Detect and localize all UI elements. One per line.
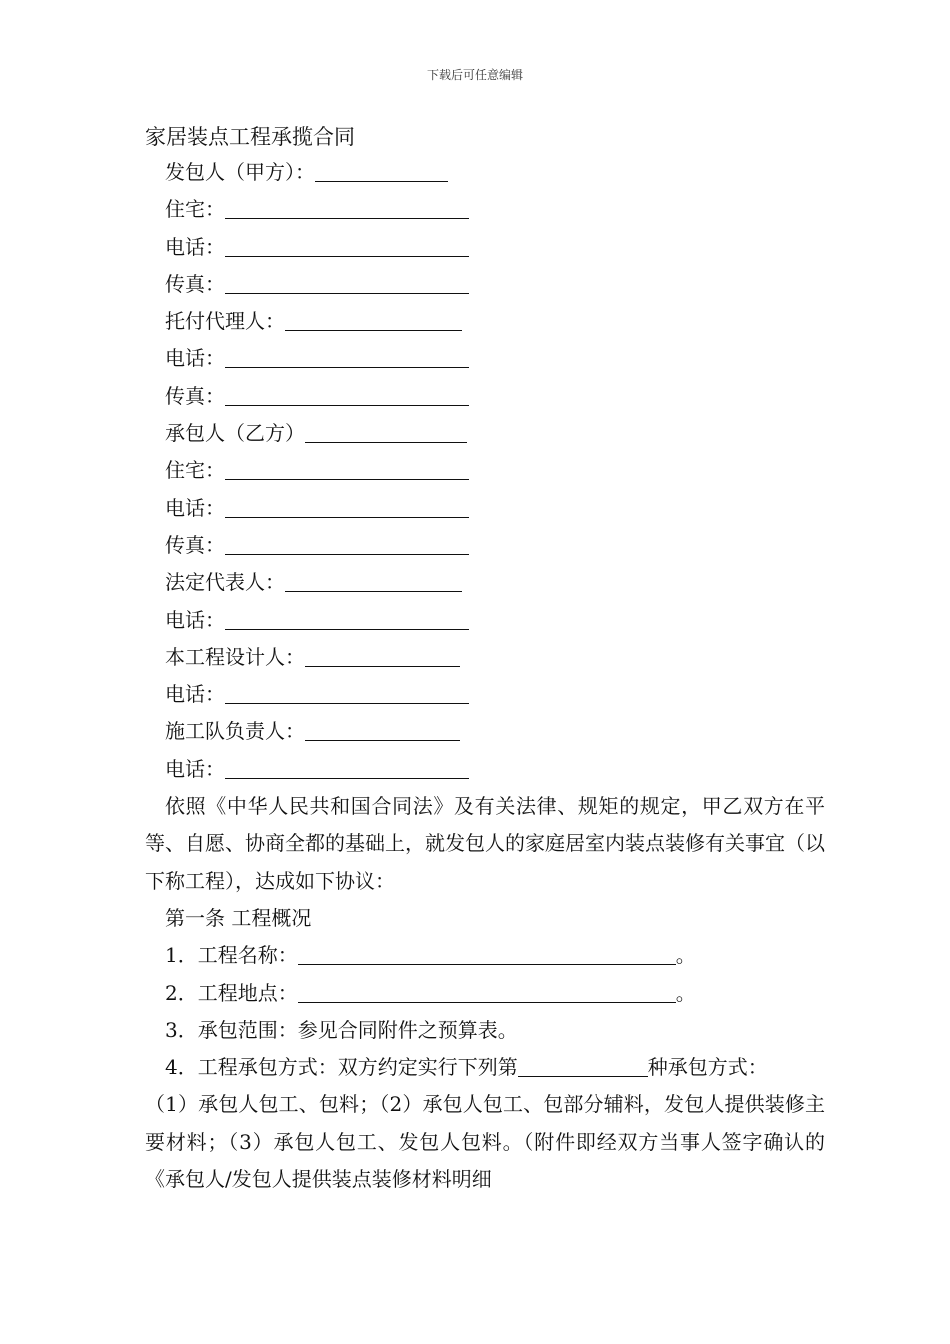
blank-line[interactable]	[285, 308, 462, 331]
field-party-a-address	[145, 191, 825, 228]
field-label: 本工程设计人：	[165, 644, 305, 669]
item-end: 。	[675, 980, 696, 1005]
field-label: 电话：	[165, 346, 225, 371]
field-party-a-fax	[145, 266, 825, 303]
options-paragraph: （1）承包人包工、包料；（2）承包人包工、包部分辅料，发包人提供装修主要材料；（3）承包人包工、发包人包料。（附件即经双方当事人签字确认的《承包人/发包人提供装点装修材料明细	[145, 1092, 825, 1192]
field-party-a-phone	[145, 229, 825, 266]
field-label: 传真：	[165, 271, 225, 296]
field-party-b-fax	[145, 527, 825, 564]
field-designer-phone	[145, 676, 825, 713]
blank-line[interactable]	[225, 234, 469, 257]
blank-line[interactable]	[305, 420, 467, 443]
article1-title: 第一条 工程概况	[165, 905, 312, 930]
blank-line[interactable]	[225, 532, 469, 555]
field-label: 发包人（甲方）：	[165, 160, 315, 184]
item-project-name	[145, 937, 825, 974]
field-legal-rep-phone	[145, 602, 825, 639]
blank-line[interactable]	[285, 569, 462, 592]
blank-line[interactable]	[225, 457, 469, 480]
field-label: 电话：	[165, 607, 225, 632]
blank-line[interactable]	[225, 607, 469, 630]
field-label: 传真：	[165, 532, 225, 557]
field-label: 电话：	[165, 495, 225, 520]
field-party-b-phone	[145, 490, 825, 527]
item-label: 2．工程地点：	[165, 980, 298, 1005]
blank-line[interactable]	[225, 271, 469, 294]
field-label: 传真：	[165, 383, 225, 408]
field-party-b	[145, 415, 825, 452]
item-contract-method	[145, 1049, 825, 1086]
field-team-leader	[145, 713, 825, 750]
field-label: 住宅：	[165, 458, 225, 483]
item-end: 。	[675, 943, 696, 968]
field-agent-phone	[145, 340, 825, 377]
blank-line[interactable]	[305, 718, 460, 741]
blank-line[interactable]	[298, 942, 676, 965]
blank-line[interactable]	[225, 756, 469, 779]
blank-line[interactable]	[518, 1054, 648, 1077]
field-label: 电话：	[165, 234, 225, 259]
field-label: 电话：	[165, 756, 225, 781]
item-suffix: 种承包方式：	[647, 1055, 768, 1080]
field-team-leader-phone	[145, 751, 825, 788]
field-label: 电话：	[165, 682, 225, 707]
contract-title: 家居装点工程承揽合同	[145, 125, 355, 149]
field-party-a	[145, 154, 825, 191]
blank-line[interactable]	[225, 681, 469, 704]
blank-line[interactable]	[225, 383, 469, 406]
item-scope: 3．承包范围：参见合同附件之预算表。	[165, 1017, 518, 1042]
field-agent-fax	[145, 378, 825, 415]
field-label: 承包人（乙方）	[165, 421, 305, 446]
blank-line[interactable]	[225, 196, 469, 219]
blank-line[interactable]	[225, 345, 469, 368]
blank-line[interactable]	[225, 495, 469, 518]
header-note: 下载后可任意编辑	[426, 68, 523, 82]
field-label: 法定代表人：	[165, 570, 285, 595]
blank-line[interactable]	[298, 980, 676, 1003]
field-designer	[145, 639, 825, 676]
field-party-b-address	[145, 452, 825, 489]
field-label: 托付代理人：	[165, 309, 285, 334]
contract-document	[145, 120, 825, 1198]
field-label: 住宅：	[165, 197, 225, 222]
item-project-location	[145, 975, 825, 1012]
intro-paragraph: 依照《中华人民共和国合同法》及有关法律、规矩的规定，甲乙双方在平等、自愿、协商全都的基础上，就发包人的家庭居室内装点装修有关事宜（以下称工程），达成如下协议：	[145, 794, 825, 893]
field-agent	[145, 303, 825, 340]
item-label: 1．工程名称：	[165, 943, 298, 968]
item-prefix: 4．工程承包方式：双方约定实行下列第	[165, 1055, 518, 1080]
field-label: 施工队负责人：	[165, 719, 305, 744]
blank-line[interactable]	[305, 644, 460, 667]
blank-line[interactable]	[315, 159, 448, 182]
field-legal-rep	[145, 564, 825, 601]
